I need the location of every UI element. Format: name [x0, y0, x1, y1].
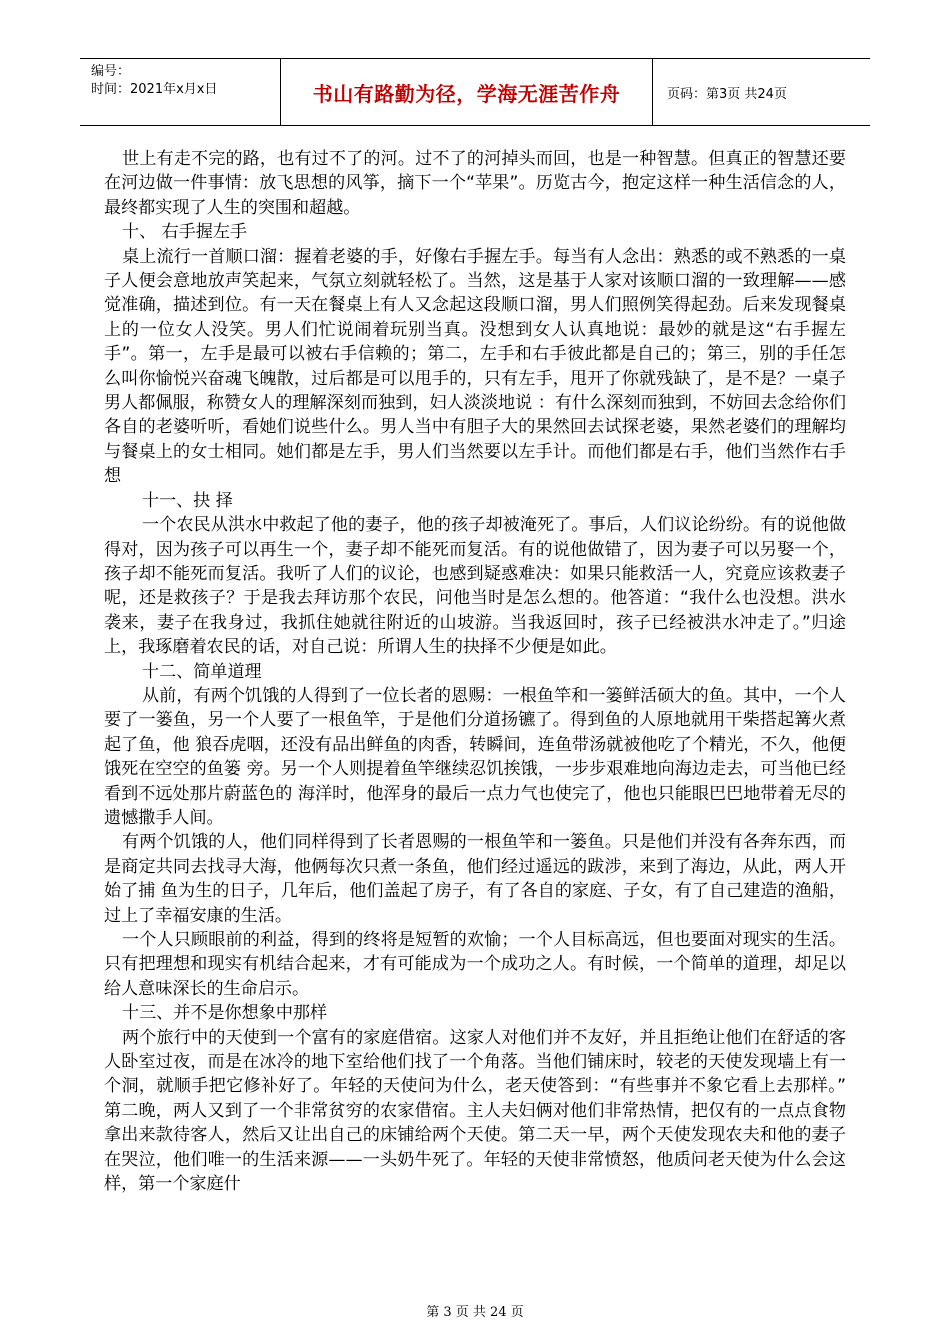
paragraph: 一个农民从洪水中救起了他的妻子，他的孩子却被淹死了。事后，人们议论纷纷。有的说他做得对，因为孩子可以再生一个，妻子却不能死而复活。有的说他做错了，因为妻子可以另娶一个，孩子却不能死而复活。我听了人们的议论，也感到疑惑难决：如果只能救活一人，究竟应该救妻子呢，还是救孩子？于是我去拜访那个农民，问他当时是怎么想的。他答道：“我什么也没想。洪水袭来，妻子在我身过，我抓住她就往附近的山坡游。当我返回时，孩子已经被洪水冲走了。”归途上，我琢磨着农民的话，对自己说：所谓人生的抉择不少便是如此。 [104, 515, 846, 658]
section-heading: 十、 右手握左手 [122, 222, 248, 243]
header-page-info: 页码：第3页 共24页 [667, 86, 787, 102]
paragraph: 两个旅行中的天使到一个富有的家庭借宿。这家人对他们并不友好，并且拒绝让他们在舒适的客人卧室过夜，而是在冰冷的地下室给他们找了一个角落。当他们铺床时，较老的天使发现墙上有一个洞，就顺手把它修补好了。年轻的天使问为什么，老天使答到：“有些事并不象它看上去那样。” 第二晚，两人又到了一个非常贫穷的农家借宿。主人夫妇俩对他们非常热情，把仅有的一点点食物拿出来款待客人，然后又让出自己的床铺给两个天使。第二天一早，两个天使发现农夫和他的妻子在哭泣，他们唯一的生活来源——一头奶牛死了。年轻的天使非常愤怒，他质问老天使为什么会这样，第一个家庭什 [104, 1027, 846, 1195]
document-body [104, 147, 846, 1196]
header-motto: 书山有路勤为径，学海无涯苦作舟 [281, 59, 653, 125]
section-heading: 十一、抉 择 [142, 490, 233, 511]
document-time-label: 时间：2021年x月x日 [91, 82, 218, 97]
section-heading: 十三、并不是你想象中那样 [122, 1003, 328, 1024]
document-number-label: 编号： [91, 64, 131, 79]
section-heading: 十二、简单道理 [142, 661, 262, 682]
page-footer: 第 3 页 共 24 页 [426, 1305, 524, 1320]
paragraph: 桌上流行一首顺口溜：握着老婆的手，好像右手握左手。每当有人念出：熟悉的或不熟悉的一桌子人便会意地放声笑起来，气氛立刻就轻松了。当然，这是基于人家对该顺口溜的一致理解——感觉准确，描述到位。有一天在餐桌上有人又念起这段顺口溜，男人们照例笑得起劲。后来发现餐桌上的一位女人没笑。男人们忙说闹着玩别当真。没想到女人认真地说：最妙的就是这“右手握左手”。第一，左手是最可以被右手信赖的；第二，左手和右手彼此都是自己的；第三，别的手任怎么叫你愉悦兴奋魂飞魄散，过后都是可以甩手的，只有左手，甩开了你就残缺了，是不是？一桌子男人都佩服，称赞女人的理解深刻而独到，妇人淡淡地说 ：有什么深刻而独到，不妨回去念给你们各自的老婆听听，看她们说些什么。男人当中有胆子大的果然回去试探老婆，果然老婆们的理解均与餐桌上的女士相同。她们都是左手，男人们当然要以左手计。而他们都是右手，他们当然作右手想 [104, 246, 846, 487]
document-header [80, 58, 870, 126]
header-meta-cell [80, 59, 281, 125]
paragraph: 一个人只顾眼前的利益，得到的终将是短暂的欢愉；一个人目标高远，但也要面对现实的生活。只有把理想和现实有机结合起来，才有可能成为一个成功之人。有时候，一个简单的道理，却足以 给人意味深长的生命启示。 [104, 930, 846, 999]
paragraph: 世上有走不完的路，也有过不了的河。过不了的河掉头而回，也是一种智慧。但真正的智慧还要在河边做一件事情：放飞思想的风筝，摘下一个“苹果”。历览古今，抱定这样一种生活信念的人，最终都实现了人生的突围和超越。 [104, 149, 846, 218]
paragraph: 从前，有两个饥饿的人得到了一位长者的恩赐：一根鱼竿和一篓鲜活硕大的鱼。其中，一个人要了一篓鱼，另一个人要了一根鱼竿，于是他们分道扬镳了。得到鱼的人原地就用干柴搭起篝火煮起了鱼，他 狼吞虎咽，还没有品出鲜鱼的肉香，转瞬间，连鱼带汤就被他吃了个精光，不久，他便饿死在空空的鱼篓 旁。另一个人则提着鱼竿继续忍饥挨饿，一步步艰难地向海边走去，可当他已经看到不远处那片蔚蓝色的 海洋时，他浑身的最后一点力气也使完了，他也只能眼巴巴地带着无尽的遗憾撒手人间。 [104, 685, 846, 828]
paragraph: 有两个饥饿的人，他们同样得到了长者恩赐的一根鱼竿和一篓鱼。只是他们并没有各奔东西，而 是商定共同去找寻大海，他俩每次只煮一条鱼，他们经过遥远的跋涉，来到了海边，从此，两人开始了捕 鱼为生的日子，几年后，他们盖起了房子，有了各自的家庭、子女，有了自己建造的渔船，过上了幸福安康的生活。 [104, 832, 846, 926]
